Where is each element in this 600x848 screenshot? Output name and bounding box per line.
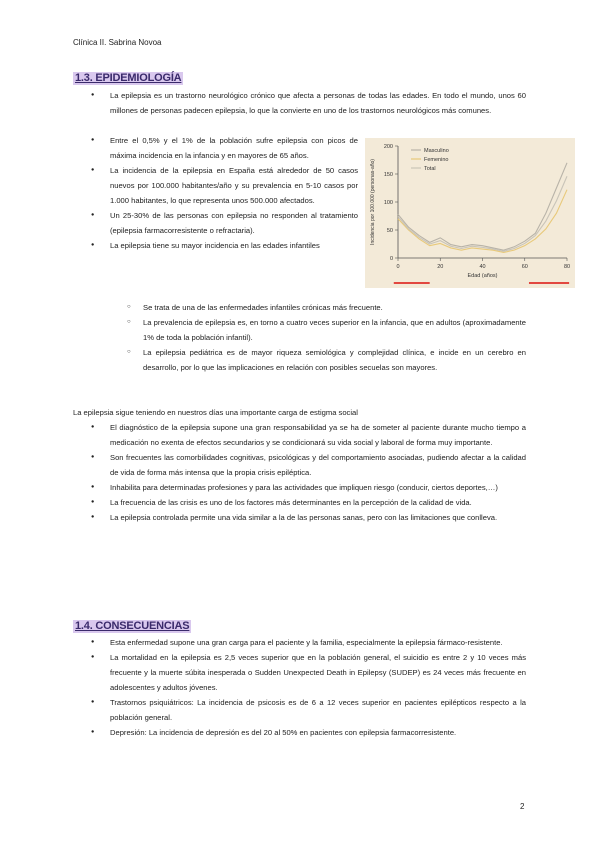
section-title-epidemiologia bbox=[73, 72, 183, 85]
list-item: ● La epilepsia controlada permite una vida similar a la de las personas sanas, pero con las limitaciones que conlleva. bbox=[110, 510, 526, 525]
list-item: ● El diagnóstico de la epilepsia supone una gran responsabilidad ya se ha de someter al paciente durante mucho tiempo a medicación no exenta de efectos secundarios y se condicionará su vida social y laboral de forma muy importante. bbox=[110, 420, 526, 450]
section-title-text: 1.3. EPIDEMIOLOGÍA bbox=[75, 72, 182, 84]
legend-label: Total bbox=[424, 166, 436, 172]
list-item: ● Un 25-30% de las personas con epilepsia no responden al tratamiento (epilepsia farmacorresistente o refractaria). bbox=[110, 208, 358, 238]
y-tick-label: 150 bbox=[383, 172, 393, 178]
list-item: ○ La epilepsia pediátrica es de mayor riqueza semiológica y complejidad clínica, e incide en un cerebro en desarrollo, por lo que las implicaciones en relación con posibles secuelas son mayores. bbox=[143, 345, 526, 375]
x-tick-label: 40 bbox=[479, 264, 486, 270]
legend-label: Femenino bbox=[424, 157, 449, 163]
section-title-consecuencias bbox=[73, 620, 191, 633]
y-tick-label: 0 bbox=[389, 256, 393, 262]
epidemiology-list bbox=[110, 133, 358, 253]
x-tick-label: 80 bbox=[563, 264, 571, 270]
incidence-by-age-chart bbox=[365, 138, 575, 290]
running-header: Clínica II. Sabrina Novoa bbox=[73, 38, 162, 47]
y-tick-label: 50 bbox=[386, 228, 393, 234]
x-tick-label: 60 bbox=[521, 264, 528, 270]
y-axis-label: Incidencia por 100.000 (personas-año) bbox=[370, 159, 376, 245]
list-item: ○ Se trata de una de las enfermedades infantiles crónicas más frecuente. bbox=[143, 300, 526, 315]
page-number: 2 bbox=[520, 802, 525, 811]
list-item: ● La frecuencia de las crisis es uno de los factores más determinantes en la percepción de la calidad de vida. bbox=[110, 495, 526, 510]
list-item: ● Esta enfermedad supone una gran carga para el paciente y la familia, especialmente la epilepsia fármaco-resistente. bbox=[110, 635, 526, 650]
list-item: ● Inhabilita para determinadas profesiones y para las actividades que impliquen riesgo (conducir, ciertos deportes,…) bbox=[110, 480, 526, 495]
legend-label: Masculino bbox=[424, 148, 449, 154]
y-tick-label: 200 bbox=[383, 144, 393, 150]
y-tick-label: 100 bbox=[383, 200, 393, 206]
list-item: ● La incidencia de la epilepsia en España está alrededor de 50 casos nuevos por 100.000 habitantes/año y su prevalencia en 5-10 casos por 1.000 habitantes, lo que representa unos 500.000 afectados. bbox=[110, 163, 358, 208]
list-item: ● Trastornos psiquiátricos: La incidencia de psicosis es de 6 a 12 veces superior en pacientes epilépticos respecto a la población general. bbox=[110, 695, 526, 725]
list-item: ● Depresión: La incidencia de depresión es del 20 al 50% en pacientes con epilepsia farmacorresistente. bbox=[110, 725, 526, 740]
pediatric-sublist bbox=[143, 300, 526, 375]
list-item: ● La epilepsia tiene su mayor incidencia en las edades infantiles bbox=[110, 238, 358, 253]
section-title-text: 1.4. CONSECUENCIAS bbox=[75, 620, 190, 632]
list-item: ○ La prevalencia de epilepsia es, en torno a cuatro veces superior en la infancia, que en adultos (aproximadamente 1% de toda la población infantil). bbox=[143, 315, 526, 345]
list-item: ● La epilepsia es un trastorno neurológico crónico que afecta a personas de todas las edades. En todo el mundo, unos 60 millones de personas padecen epilepsia, lo que la convierte en uno de los trastornos neurológicos más comunes. bbox=[110, 88, 526, 118]
epidemiology-intro bbox=[110, 88, 526, 118]
list-item: ● Entre el 0,5% y el 1% de la población sufre epilepsia con picos de máxima incidencia en la infancia y en mayores de 65 años. bbox=[110, 133, 358, 163]
x-tick-label: 0 bbox=[396, 264, 400, 270]
stigma-list bbox=[110, 420, 526, 525]
x-tick-label: 20 bbox=[437, 264, 444, 270]
x-axis-label: Edad (años) bbox=[467, 273, 498, 279]
consequences-list bbox=[110, 635, 526, 740]
list-item: ● La mortalidad en la epilepsia es 2,5 veces superior que en la población general, el suicidio es entre 2 y 10 veces más frecuente y la muerte súbita inesperada o Sudden Unexpected Death in Epilepsy (SUDEP) es 24 veces más frecuente en adolescentes y adultos jóvenes. bbox=[110, 650, 526, 695]
list-item: ● Son frecuentes las comorbilidades cognitivas, psicológicas y del comportamiento asociadas, pudiendo afectar a la calidad de vida de forma más intensa que la propia crisis epiléptica. bbox=[110, 450, 526, 480]
stigma-intro: La epilepsia sigue teniendo en nuestros días una importante carga de estigma social bbox=[73, 408, 358, 417]
